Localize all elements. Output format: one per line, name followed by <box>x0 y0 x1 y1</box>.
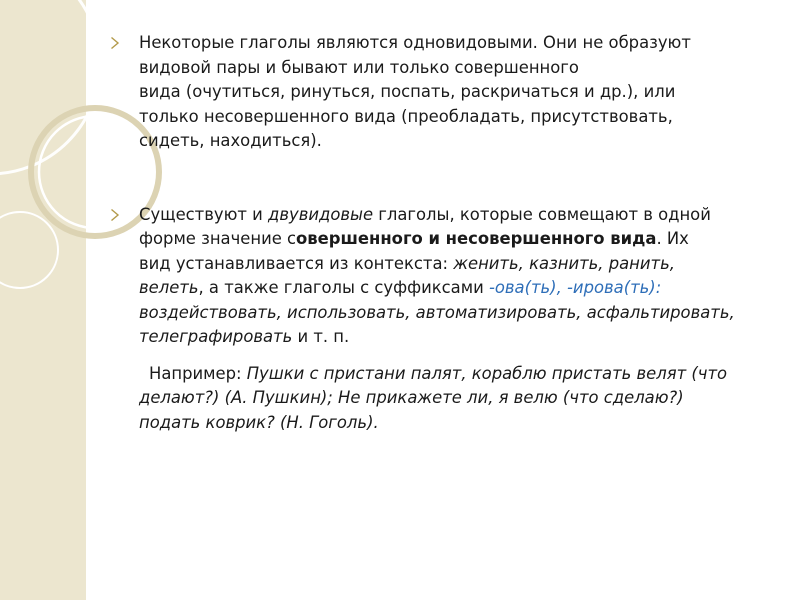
para2-bold-aspects: овершенного и несовершенного вида <box>296 229 657 248</box>
para2-example-telegraph: телеграфировать <box>139 327 293 346</box>
example-line-1: Пушки с пристани палят, кораблю пристать велят (что <box>246 363 728 383</box>
para2-example-velet: велеть <box>139 278 199 297</box>
para2-text-7: и т. п. <box>292 327 350 346</box>
para2-text-1: Существуют и <box>139 204 269 224</box>
slide-content <box>108 31 758 435</box>
paragraph-two-aspect <box>108 203 758 350</box>
para1-line-5: сидеть, находиться). <box>139 131 322 150</box>
para1-line-4: только несовершенного вида (преобладать, присутствовать, <box>139 106 673 126</box>
example-paragraph <box>108 362 758 436</box>
para2-examples-2: воздействовать, использовать, автоматизировать, асфальтировать, <box>139 302 735 322</box>
para2-text-4: . Их <box>656 229 689 248</box>
para1-line-3: вида (очутиться, ринуться, поспать, раскричаться и др.), или <box>139 82 676 101</box>
para2-text-3: форме значение с <box>139 229 297 248</box>
decorative-left-band <box>0 0 86 600</box>
arrow-head-bullet-icon <box>108 31 122 55</box>
arrow-head-bullet-icon <box>108 203 122 227</box>
para2-examples-1: женить, казнить, ранить, <box>453 253 675 273</box>
para2-suffixes: -ова(ть), -ирова(ть): <box>488 278 662 297</box>
example-line-3: подать коврик? (Н. Гоголь). <box>139 412 379 432</box>
para2-text-6: , а также глаголы с суффиксами <box>198 278 489 297</box>
paragraph-one-word-aspect <box>108 31 758 154</box>
para2-text-5: вид устанавливается из контекста: <box>139 253 454 273</box>
para2-text-2: глаголы, которые совмещают в одной <box>373 204 711 224</box>
example-label: Например: <box>149 363 247 383</box>
example-line-2: делают?) (А. Пушкин); Не прикажете ли, я велю (что сделаю?) <box>139 388 684 407</box>
para1-line-2: видовой пары и бывают или только совершенного <box>139 57 579 77</box>
para2-term-two-aspect: двувидовые <box>268 204 374 224</box>
para1-line-1: Некоторые глаголы являются одновидовыми. Они не образуют <box>139 33 691 52</box>
